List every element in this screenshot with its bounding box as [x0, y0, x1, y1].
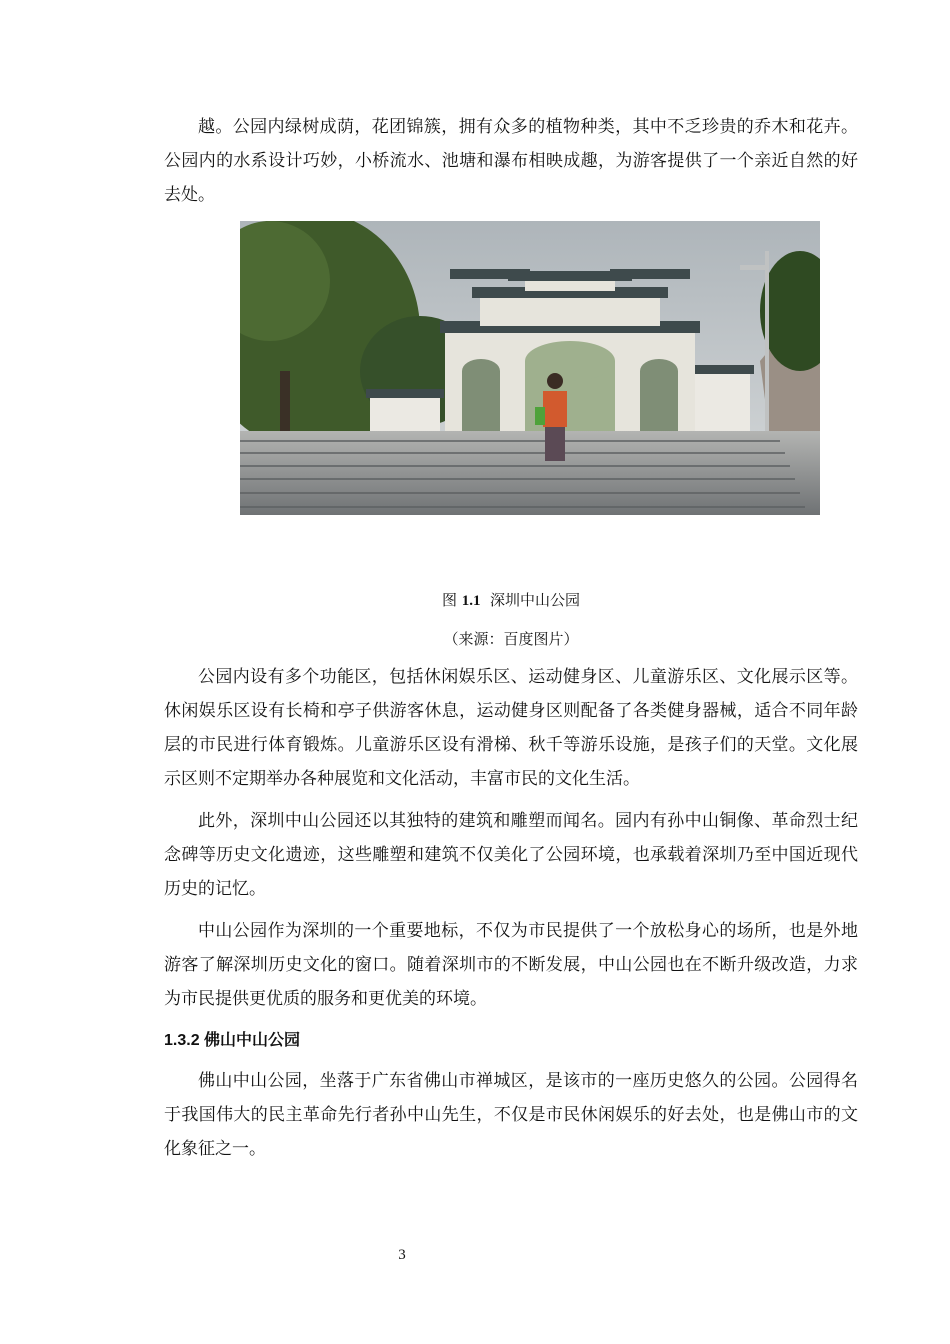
intro-paragraph: 越。公园内绿树成荫，花团锦簇，拥有众多的植物种类，其中不乏珍贵的乔木和花卉。公园内的水系设计巧妙，小桥流水、池塘和瀑布相映成趣，为游客提供了一个亲近自然的好去处。 [164, 117, 858, 205]
body-paragraph: 公园内设有多个功能区，包括休闲娱乐区、运动健身区、儿童游乐区、文化展示区等。休闲娱乐区设有长椅和亭子供游客休息，运动健身区则配备了各类健身器械，适合不同年龄层的市民进行体育锻炼。儿童游乐区设有滑梯、秋千等游乐设施，是孩子们的天堂。文化展示区则不定期举办各种展览和文化活动，丰富市民的文化生活。 [164, 667, 858, 789]
caption-title: 深圳中山公园 [490, 591, 581, 609]
caption-prefix: 图 [441, 591, 457, 609]
figure-caption [164, 589, 858, 610]
section-heading [164, 1024, 858, 1058]
caption-number: 1.1 [461, 593, 481, 609]
page-number: 3 [398, 1247, 406, 1263]
body-content [164, 660, 858, 1174]
section-number: 1.3.2 [164, 1032, 200, 1049]
figure-photo [240, 221, 820, 515]
section-title: 佛山中山公园 [204, 1032, 301, 1049]
body-paragraph: 中山公园作为深圳的一个重要地标，不仅为市民提供了一个放松身心的场所，也是外地游客了解深圳历史文化的窗口。随着深圳市的不断发展，中山公园也在不断升级改造，力求为市民提供更优质的服务和更优美的环境。 [164, 921, 858, 1009]
park-gate-photo-illustration [240, 221, 820, 515]
body-paragraph: 此外，深圳中山公园还以其独特的建筑和雕塑而闻名。园内有孙中山铜像、革命烈士纪念碑等历史文化遗迹，这些雕塑和建筑不仅美化了公园环境，也承载着深圳乃至中国近现代历史的记忆。 [164, 811, 858, 899]
section-paragraph: 佛山中山公园，坐落于广东省佛山市禅城区，是该市的一座历史悠久的公园。公园得名于我国伟大的民主革命先行者孙中山先生，不仅是市民休闲娱乐的好去处，也是佛山市的文化象征之一。 [164, 1071, 858, 1159]
figure-source: （来源：百度图片） [443, 630, 579, 648]
